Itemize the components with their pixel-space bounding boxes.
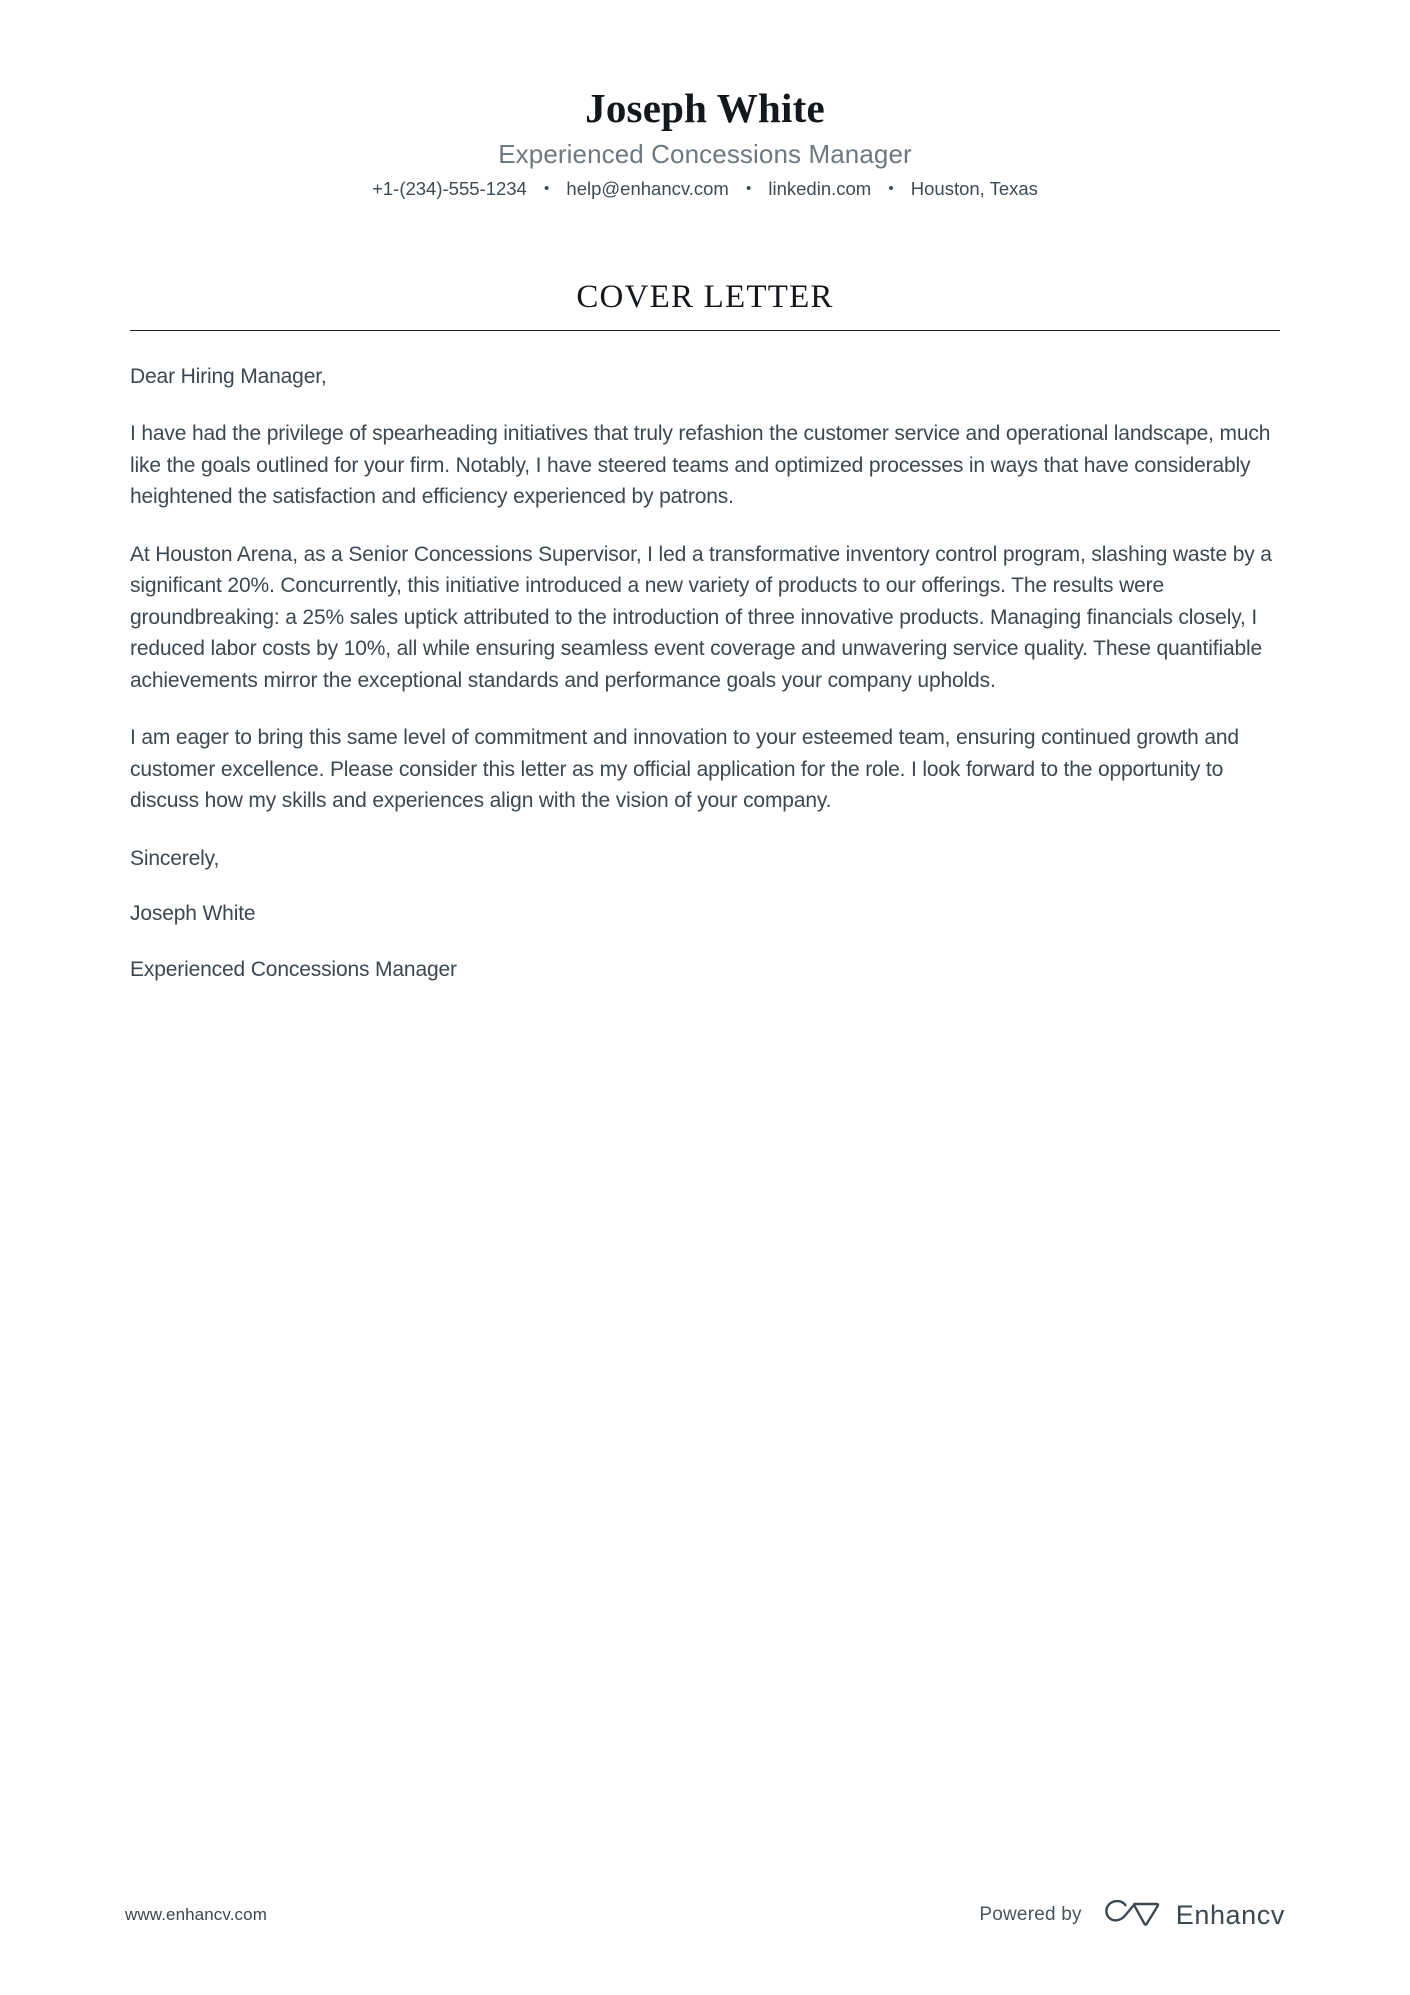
- cover-letter-title-block: [0, 279, 1410, 331]
- contact-separator-icon: •: [544, 179, 550, 197]
- contact-location: Houston, Texas: [910, 177, 1038, 199]
- signature-role: Experienced Concessions Manager: [130, 957, 457, 981]
- enhancv-wordmark: Enhancv: [1175, 1899, 1285, 1930]
- contact-line: [0, 177, 1410, 201]
- signature-name: Joseph White: [130, 902, 256, 926]
- letter-paragraph-2: At Houston Arena, as a Senior Concessions Supervisor, I led a transformative inventory control program, slashing waste by a significant 20%. Concurrently, this initiative introduced a new variety of products to our offerings. The results were groundbreaking: a 25% sales uptick attributed to the introduction of three innovative products. Managing financials closely, I reduced labor costs by 10%, all while ensuring seamless event coverage and unwavering service quality. These quantifiable achievements mirror the exceptional standards and performance goals your company upholds.: [130, 542, 1272, 692]
- cover-letter-title: COVER LETTER: [576, 278, 834, 315]
- letter-paragraph-1: I have had the privilege of spearheading initiatives that truly refashion the customer service and operational landscape, much like the goals outlined for your firm. Notably, I have steered teams and optimized processes in ways that have considerably heightened the satisfaction and efficiency experienced by patrons.: [130, 422, 1271, 509]
- contact-phone: +1-(234)-555-1234: [372, 177, 527, 199]
- enhancv-logo-icon: [1104, 1898, 1160, 1933]
- letter-closing: Sincerely,: [130, 846, 220, 870]
- enhancv-brand[interactable]: [1104, 1898, 1285, 1933]
- letter-paragraph-3: I am eager to bring this same level of commitment and innovation to your esteemed team, ensuring continued growth and customer excellence. Please consider this letter as my official application for the role. I look forward to the opportunity to discuss how my skills and experiences align with the vision of your company.: [130, 726, 1239, 813]
- letter-salutation: Dear Hiring Manager,: [130, 364, 327, 388]
- letter-body: [130, 331, 1280, 986]
- powered-by-label: Powered by: [979, 1904, 1082, 1925]
- footer-website[interactable]: www.enhancv.com: [125, 1905, 267, 1924]
- document-footer: [0, 1895, 1410, 1935]
- footer-branding: [979, 1898, 1285, 1933]
- candidate-role: Experienced Concessions Manager: [498, 139, 912, 170]
- contact-separator-icon: •: [888, 179, 894, 197]
- contact-email[interactable]: help@enhancv.com: [566, 177, 729, 199]
- candidate-name: Joseph White: [585, 85, 825, 131]
- contact-linkedin[interactable]: linkedin.com: [768, 177, 872, 199]
- contact-separator-icon: •: [745, 179, 752, 197]
- document-header: [0, 0, 1410, 201]
